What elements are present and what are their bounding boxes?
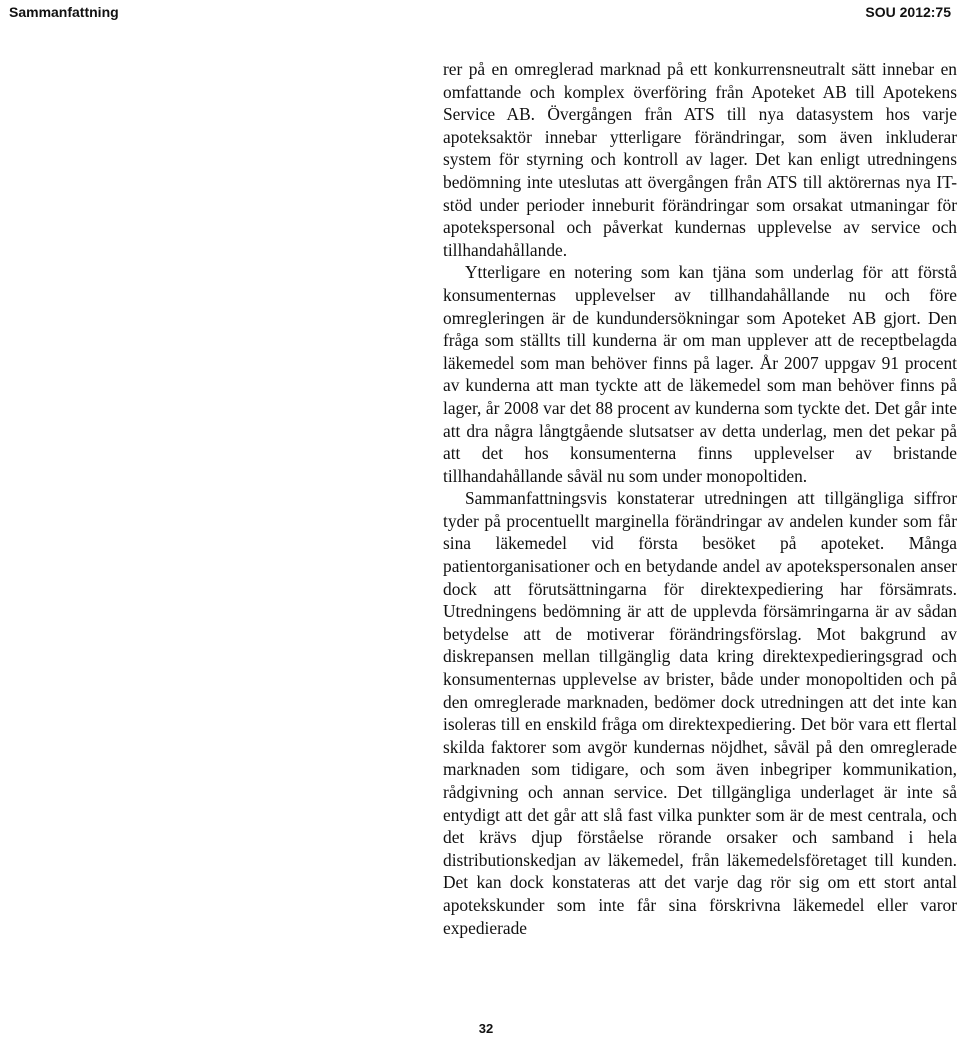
section-title: Sammanfattning <box>9 4 119 20</box>
paragraph-3: Sammanfattningsvis konstaterar utredningen att tillgängliga siffror tyder på procentuellt marginella förändringar av andelen kunder som får sina läkemedel vid första besöket på apoteket. Många patientorganisationer och en betydande andel av apotekspersonalen anser dock att förutsättningarna för direktexpediering har försämrats. Utredningens bedömning är att de upplevda försämringarna är av sådan betydelse att de motiverar förändringsförslag. Mot bakgrund av diskrepansen mellan tillgänglig data kring direktexpedieringsgrad och konsumenternas upplevelse av brister, både under monopoltiden och på den omreglerade marknaden, bedömer dock utredningen att det inte kan isoleras till en enskild fråga om direktexpediering. Det bör vara ett flertal skilda faktorer som avgör kundernas nöjdhet, såväl på den omreglerade marknaden som tidigare, och som även inbegriper kommunikation, rådgivning och annan service. Det tillgängliga underlaget är inte så entydigt att det går att slå fast vilka punkter som är de mest centrala, och det krävs djup förståelse rörande orsaker och samband i hela distributionskedjan av läkemedel, från läkemedelsföretaget till kunden. Det kan dock konstateras att det varje dag rör sig om ett stort antal apotekskunder som inte får sina förskrivna läkemedel eller varor expedierade <box>443 488 957 938</box>
paragraph-2: Ytterligare en notering som kan tjäna som underlag för att förstå konsumenternas upplevelser av tillhandahållande nu och före omregleringen är de kundundersökningar som Apoteket AB gjort. Den fråga som ställts till kunderna är om man upplever att de receptbelagda läkemedel som man behöver finns på lager. År 2007 uppgav 91 procent av kunderna att man tyckte att de läkemedel som man behöver finns på lager, år 2008 var det 88 procent av kunderna som tyckte det. Det går inte att dra några långtgående slutsatser av detta underlag, men det pekar på att det hos konsumenterna finns upplevelser av bristande tillhandahållande såväl nu som under monopoltiden. <box>443 262 957 486</box>
paragraph-1: rer på en omreglerad marknad på ett konkurrensneutralt sätt innebar en omfattande och komplex överföring från Apoteket AB till Apotekens Service AB. Övergången från ATS till nya datasystem hos varje apoteksaktör innebar ytterligare förändringar, som även inkluderar system för styrning och kontroll av lager. Det kan enligt utredningens bedömning inte uteslutas att övergången från ATS till aktörernas nya IT-stöd under perioder inneburit förändringar som orsakat utmaningar för apotekspersonal och påverkat kundernas upplevelse av service och tillhandahållande. <box>443 59 957 260</box>
document-id: SOU 2012:75 <box>865 4 951 20</box>
page-header <box>0 0 960 24</box>
page-number: 32 <box>478 1021 494 1036</box>
body-text <box>443 58 957 939</box>
